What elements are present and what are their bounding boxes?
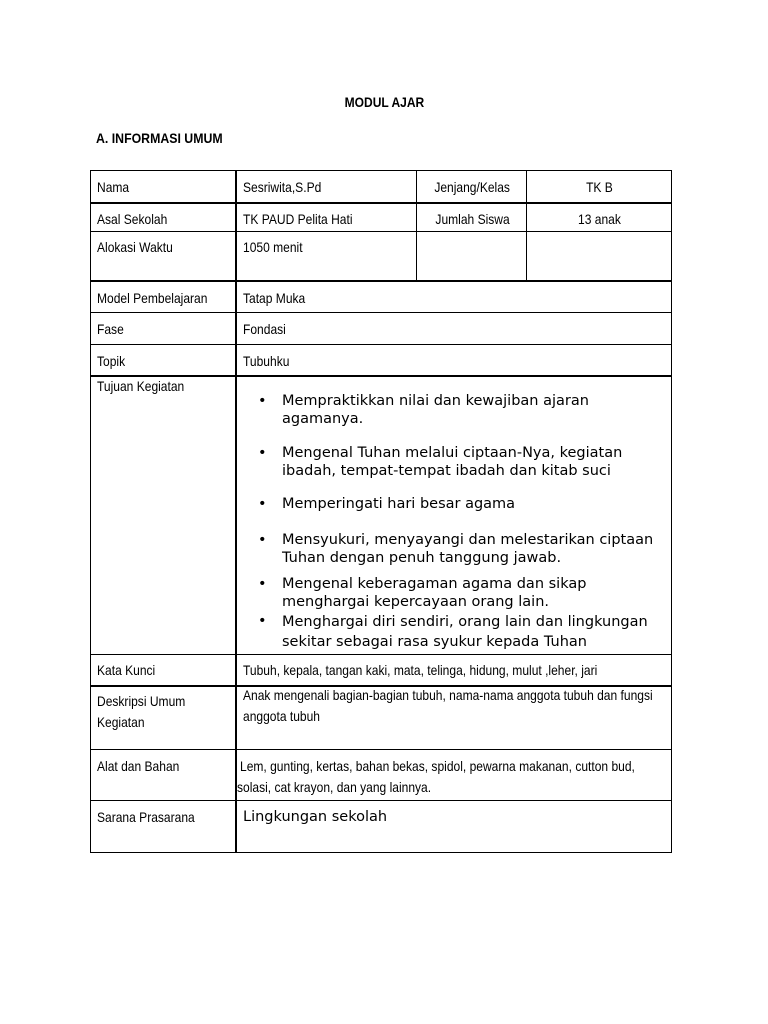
- bullet-icon: •: [258, 393, 267, 409]
- document-title: MODUL AJAR: [344, 94, 425, 110]
- table-column-divider: [416, 170, 417, 281]
- label-sarana-prasarana: Sarana Prasarana: [97, 809, 195, 825]
- value-alokasi-waktu: 1050 menit: [243, 239, 303, 255]
- bullet-icon: •: [258, 532, 267, 548]
- value-jumlah-siswa: 13 anak: [578, 211, 621, 227]
- label-deskripsi-line-1: Deskripsi Umum: [97, 693, 186, 709]
- value-alat-bahan-line-1: Lem, gunting, kertas, bahan bekas, spidol, pewarna makanan, cutton bud,: [240, 758, 635, 774]
- table-border-bottom: [90, 852, 672, 853]
- bullet-icon: •: [258, 613, 267, 629]
- value-model-pembelajaran: Tatap Muka: [243, 290, 306, 306]
- label-jenjang-kelas: Jenjang/Kelas: [434, 179, 510, 195]
- label-asal-sekolah: Asal Sekolah: [97, 211, 168, 227]
- label-model-pembelajaran: Model Pembelajaran: [97, 290, 208, 306]
- label-deskripsi-line-2: Kegiatan: [97, 714, 145, 730]
- table-row-divider: [90, 344, 672, 345]
- table-row-divider: [90, 312, 672, 313]
- label-tujuan-kegiatan: Tujuan Kegiatan: [97, 378, 185, 394]
- value-alat-bahan-line-2: solasi, cat krayon, dan yang lainnya.: [237, 779, 432, 795]
- table-row-divider: [90, 654, 672, 655]
- value-kata-kunci: Tubuh, kepala, tangan kaki, mata, telinga, hidung, mulut ,leher, jari: [243, 662, 598, 678]
- value-deskripsi-line-2: anggota tubuh: [243, 708, 320, 724]
- table-row-divider: [90, 231, 672, 232]
- table-row-divider: [90, 749, 672, 750]
- value-jenjang-kelas: TK B: [586, 179, 613, 195]
- value-asal-sekolah: TK PAUD Pelita Hati: [243, 211, 353, 227]
- label-alat-bahan: Alat dan Bahan: [97, 758, 180, 774]
- table-row-divider: [90, 170, 672, 171]
- label-kata-kunci: Kata Kunci: [97, 662, 156, 678]
- section-heading: A. INFORMASI UMUM: [96, 130, 223, 146]
- value-nama: Sesriwita,S.Pd: [243, 179, 322, 195]
- table-row-divider: [90, 202, 672, 204]
- table-column-divider: [235, 170, 237, 853]
- label-fase: Fase: [97, 321, 124, 337]
- value-fase: Fondasi: [243, 321, 286, 337]
- table-column-divider: [526, 170, 527, 281]
- label-jumlah-siswa: Jumlah Siswa: [435, 211, 510, 227]
- label-nama: Nama: [97, 179, 130, 195]
- table-border-left: [90, 170, 91, 853]
- label-topik: Topik: [97, 353, 126, 369]
- bullet-icon: •: [258, 445, 267, 461]
- value-topik: Tubuhku: [243, 353, 290, 369]
- value-deskripsi-line-1: Anak mengenali bagian-bagian tubuh, nama-nama anggota tubuh dan fungsi: [243, 687, 653, 703]
- bullet-icon: •: [258, 576, 267, 592]
- label-alokasi-waktu: Alokasi Waktu: [97, 239, 173, 255]
- bullet-icon: •: [258, 496, 267, 512]
- table-row-divider: [90, 280, 672, 282]
- value-sarana-prasarana: Lingkungan sekolah: [243, 809, 388, 825]
- table-row-divider: [90, 800, 672, 801]
